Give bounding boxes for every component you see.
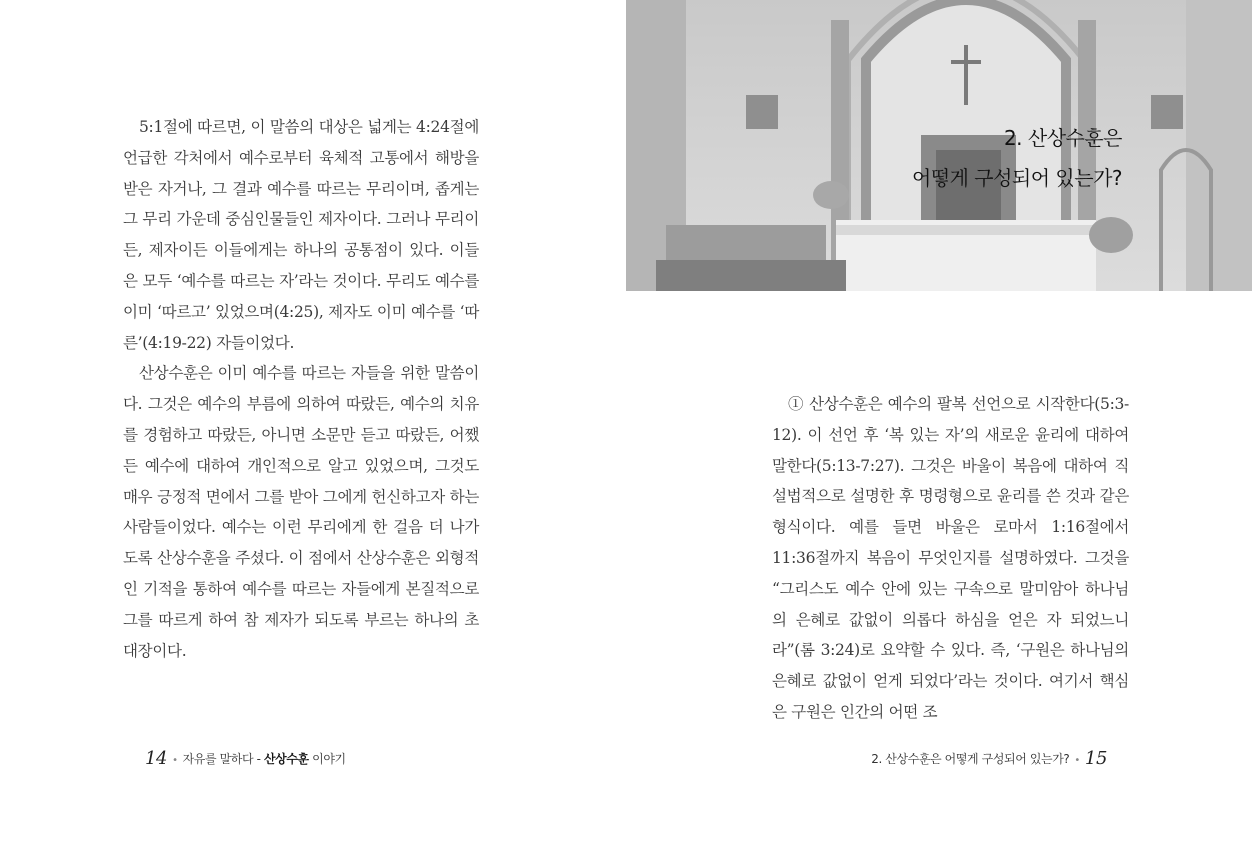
chapter-title bbox=[912, 118, 1122, 198]
right-body-text bbox=[772, 389, 1129, 728]
right-footer bbox=[871, 748, 1107, 769]
running-head: 2. 산상수훈은 어떻게 구성되어 있는가? bbox=[871, 752, 1070, 766]
right-page bbox=[626, 0, 1252, 863]
chapter-title-line1: 2. 산상수훈은 bbox=[1003, 126, 1122, 150]
book-title-bold: 산상수훈 bbox=[263, 752, 309, 766]
page-number-right: 15 bbox=[1084, 748, 1107, 769]
page-number-left: 14 bbox=[145, 748, 168, 769]
left-paragraph-2: 산상수훈은 이미 예수를 따르는 자들을 위한 말씀이다. 그것은 예수의 부름에 의하여 따랐든, 예수의 치유를 경험하고 따랐든, 아니면 소문만 듣고 따랐든, 어쨌든 예수에 대하여 개인적으로 알고 있었으며, 그것도 매우 긍정적 면에서 그를 받아 그에게 헌신하고자 하는 사람들이었다. 예수는 이런 무리에게 한 걸음 더 나가도록 산상수훈을 주셨다. 이 점에서 산상수훈은 외형적인 기적을 통하여 예수를 따르는 자들에게 본질적으로 그를 따르게 하여 참 제자가 되도록 부르는 하나의 초대장이다. bbox=[123, 364, 479, 660]
right-paragraph-1: ① 산상수훈은 예수의 팔복 선언으로 시작한다(5:3-12). 이 선언 후 ‘복 있는 자’의 새로운 윤리에 대하여 말한다(5:13-7:27). 그것은 바울이 복음에 대하여 직설법적으로 설명한 후 명령형으로 윤리를 쓴 것과 같은 형식이다. 예를 들면 바울은 로마서 1:16절에서 11:36절까지 복음이 무엇인지를 설명하였다. 그것을 “그리스도 예수 안에 있는 구속으로 말미암아 하나님의 은혜로 값없이 의롭다 하심을 얻은 자 되었느니라”(롬 3:24)로 요약할 수 있다. 즉, ‘구원은 하나님의 은혜로 값없이 얻게 되었다’라는 것이다. 여기서 핵심은 구원은 인간의 어떤 조 bbox=[772, 395, 1129, 721]
footer-bullet-icon: • bbox=[1074, 755, 1080, 766]
left-paragraph-1: 5:1절에 따르면, 이 말씀의 대상은 넓게는 4:24절에 언급한 각처에서 예수로부터 육체적 고통에서 해방을 받은 자거나, 그 결과 예수를 따르는 무리이며, 좁게는 그 무리 가운데 중심인물들인 제자이다. 그러나 무리이든, 제자이든 이들에게는 하나의 공통점이 있다. 이들은 모두 ‘예수를 따르는 자’라는 것이다. 무리도 예수를 이미 ‘따르고’ 있었으며(4:25), 제자도 이미 예수를 ‘따른’(4:19-22) 자들이었다. bbox=[123, 118, 479, 352]
book-title-prefix: 자유를 말하다 - bbox=[182, 752, 264, 766]
chapel-photo bbox=[626, 0, 1252, 291]
book-title-suffix: 이야기 bbox=[308, 752, 346, 766]
left-footer bbox=[145, 748, 346, 769]
left-body-text bbox=[123, 112, 479, 666]
footer-bullet-icon: • bbox=[172, 755, 178, 766]
chapter-title-line2: 어떻게 구성되어 있는가? bbox=[911, 166, 1122, 190]
